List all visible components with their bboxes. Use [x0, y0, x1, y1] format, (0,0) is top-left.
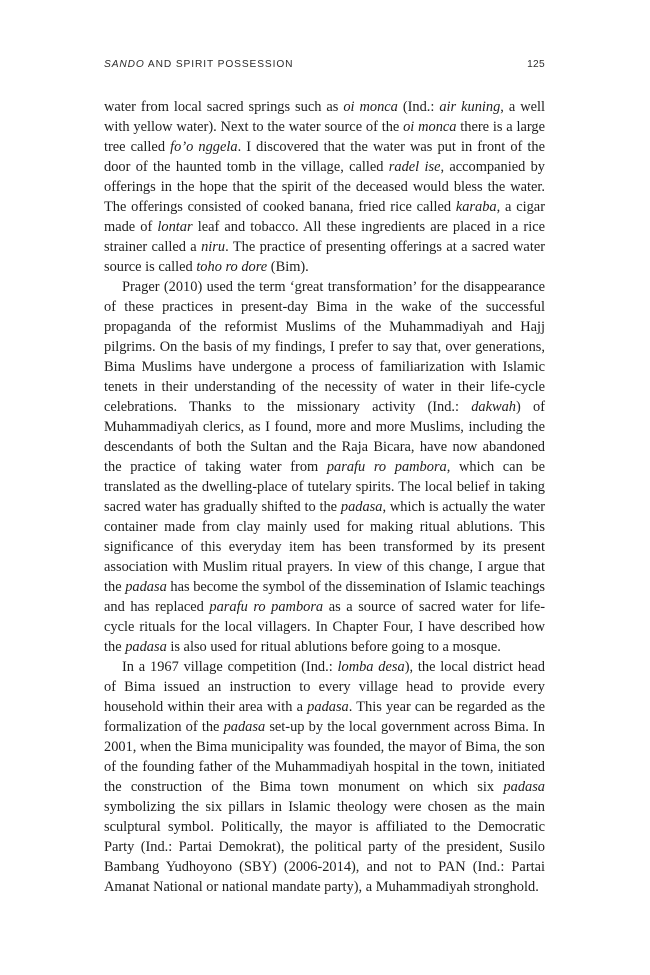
text-run: . This year can be regarded as the formalization of the	[104, 699, 545, 735]
italic-term: fo’o nggela	[170, 139, 238, 155]
italic-term: lomba desa	[337, 659, 405, 675]
italic-term: padasa	[125, 639, 167, 655]
italic-term: oi monca	[403, 119, 457, 135]
text-run: . The practice of presenting offerings at a sacred water source is called	[104, 239, 545, 275]
text-run: there is a large tree called	[104, 119, 545, 155]
running-head-title	[104, 59, 293, 70]
text-run: set-up by the local government across Bima. In 2001, when the Bima municipality was founded, the mayor of Bima, the son of the founding father of the Muhammadiyah hospital in the town, initiated the construction of the Bima town monument on which six	[104, 719, 545, 795]
italic-term: padasa	[223, 719, 266, 735]
body-text	[104, 97, 545, 897]
text-run: symbolizing the six pillars in Islamic theology were chosen as the main sculptural symbol. Politically, the mayor is affiliated to the Democratic Party (Ind.: Partai Demokrat), the political party of the president, Susilo Bambang Yudhoyono (SBY) (2006-2014), and not to PAN (Ind.: Partai Amanat National or national mandate party), a Muhammadiyah stronghold.	[104, 799, 545, 895]
text-run: , a cigar made of	[104, 199, 545, 235]
italic-term: padasa	[125, 579, 167, 595]
text-run: Prager (2010) used the term ‘great transformation’ for the disappearance of these practices in present-day Bima in the wake of the successful propaganda of the reformist Muslims of the Muhammadiyah and Hajj pilgrims. On the basis of my findings, I prefer to say that, over generations, Bima Muslims have undergone a process of familiarization with Islamic tenets in their understanding of the necessity of water in their life-cycle celebrations. Thanks to the missionary activity (Ind.:	[104, 279, 545, 415]
text-run: ), the local district head of Bima issued an instruction to every village head to provide every household within their area with a	[104, 659, 546, 715]
text-run: . I discovered that the water was put in front of the door of the haunted tomb in the village, called	[104, 139, 545, 175]
text-run: ) of Muhammadiyah clerics, as I found, more and more Muslims, including the descendants of both the Sultan and the Raja Bicara, have now abandoned the practice of taking water from	[104, 399, 545, 475]
italic-term: air kuning	[439, 99, 501, 115]
italic-term: toho ro dore	[196, 259, 268, 275]
running-head-title-italic: SANDO	[104, 59, 145, 70]
paragraph	[104, 97, 545, 277]
italic-term: karaba	[455, 199, 497, 215]
text-run: is also used for ritual ablutions before going to a mosque.	[166, 639, 501, 655]
italic-term: padasa	[340, 499, 383, 515]
text-run: leaf and tobacco. All these ingredients are placed in a rice strainer called a	[104, 219, 545, 255]
italic-term: padasa	[503, 779, 545, 795]
italic-term: parafu ro pambora	[209, 599, 324, 615]
italic-term: niru	[201, 239, 226, 255]
text-run: as a source of sacred water for life-cycle rituals for the local villagers. In Chapter Four, I have described how the	[104, 599, 546, 655]
text-run: , which can be translated as the dwelling-place of tutelary spirits. The local belief in taking sacred water has gradually shifted to the	[104, 459, 545, 515]
italic-term: radel ise	[388, 159, 441, 175]
paragraph	[104, 277, 545, 657]
text-run: , which is actually the water container made from clay mainly used for making ritual ablutions. This significance of this everyday item has been transformed by its present association with Muslim ritual prayers. In view of this change, I argue that the	[104, 499, 545, 595]
italic-term: dakwah	[471, 399, 517, 415]
italic-term: padasa	[307, 699, 349, 715]
running-head	[104, 59, 545, 70]
text-run: In a 1967 village competition (Ind.:	[122, 659, 338, 675]
paragraph	[104, 657, 545, 897]
running-head-title-rest: AND SPIRIT POSSESSION	[144, 59, 294, 70]
text-run: , accompanied by offerings in the hope that the spirit of the deceased would bless the water. The offerings consisted of cooked banana, fried rice called	[104, 159, 545, 215]
text-run: water from local sacred springs such as	[104, 99, 344, 115]
text-run: (Bim).	[267, 259, 309, 275]
italic-term: parafu ro pambora	[326, 459, 447, 475]
text-run: has become the symbol of the dissemination of Islamic teachings and has replaced	[104, 579, 545, 615]
italic-term: oi monca	[343, 99, 398, 115]
text-run: (Ind.:	[397, 99, 440, 115]
text-run: , a well with yellow water). Next to the water source of the	[104, 99, 545, 135]
page-number: 125	[527, 59, 545, 70]
italic-term: lontar	[157, 219, 193, 235]
